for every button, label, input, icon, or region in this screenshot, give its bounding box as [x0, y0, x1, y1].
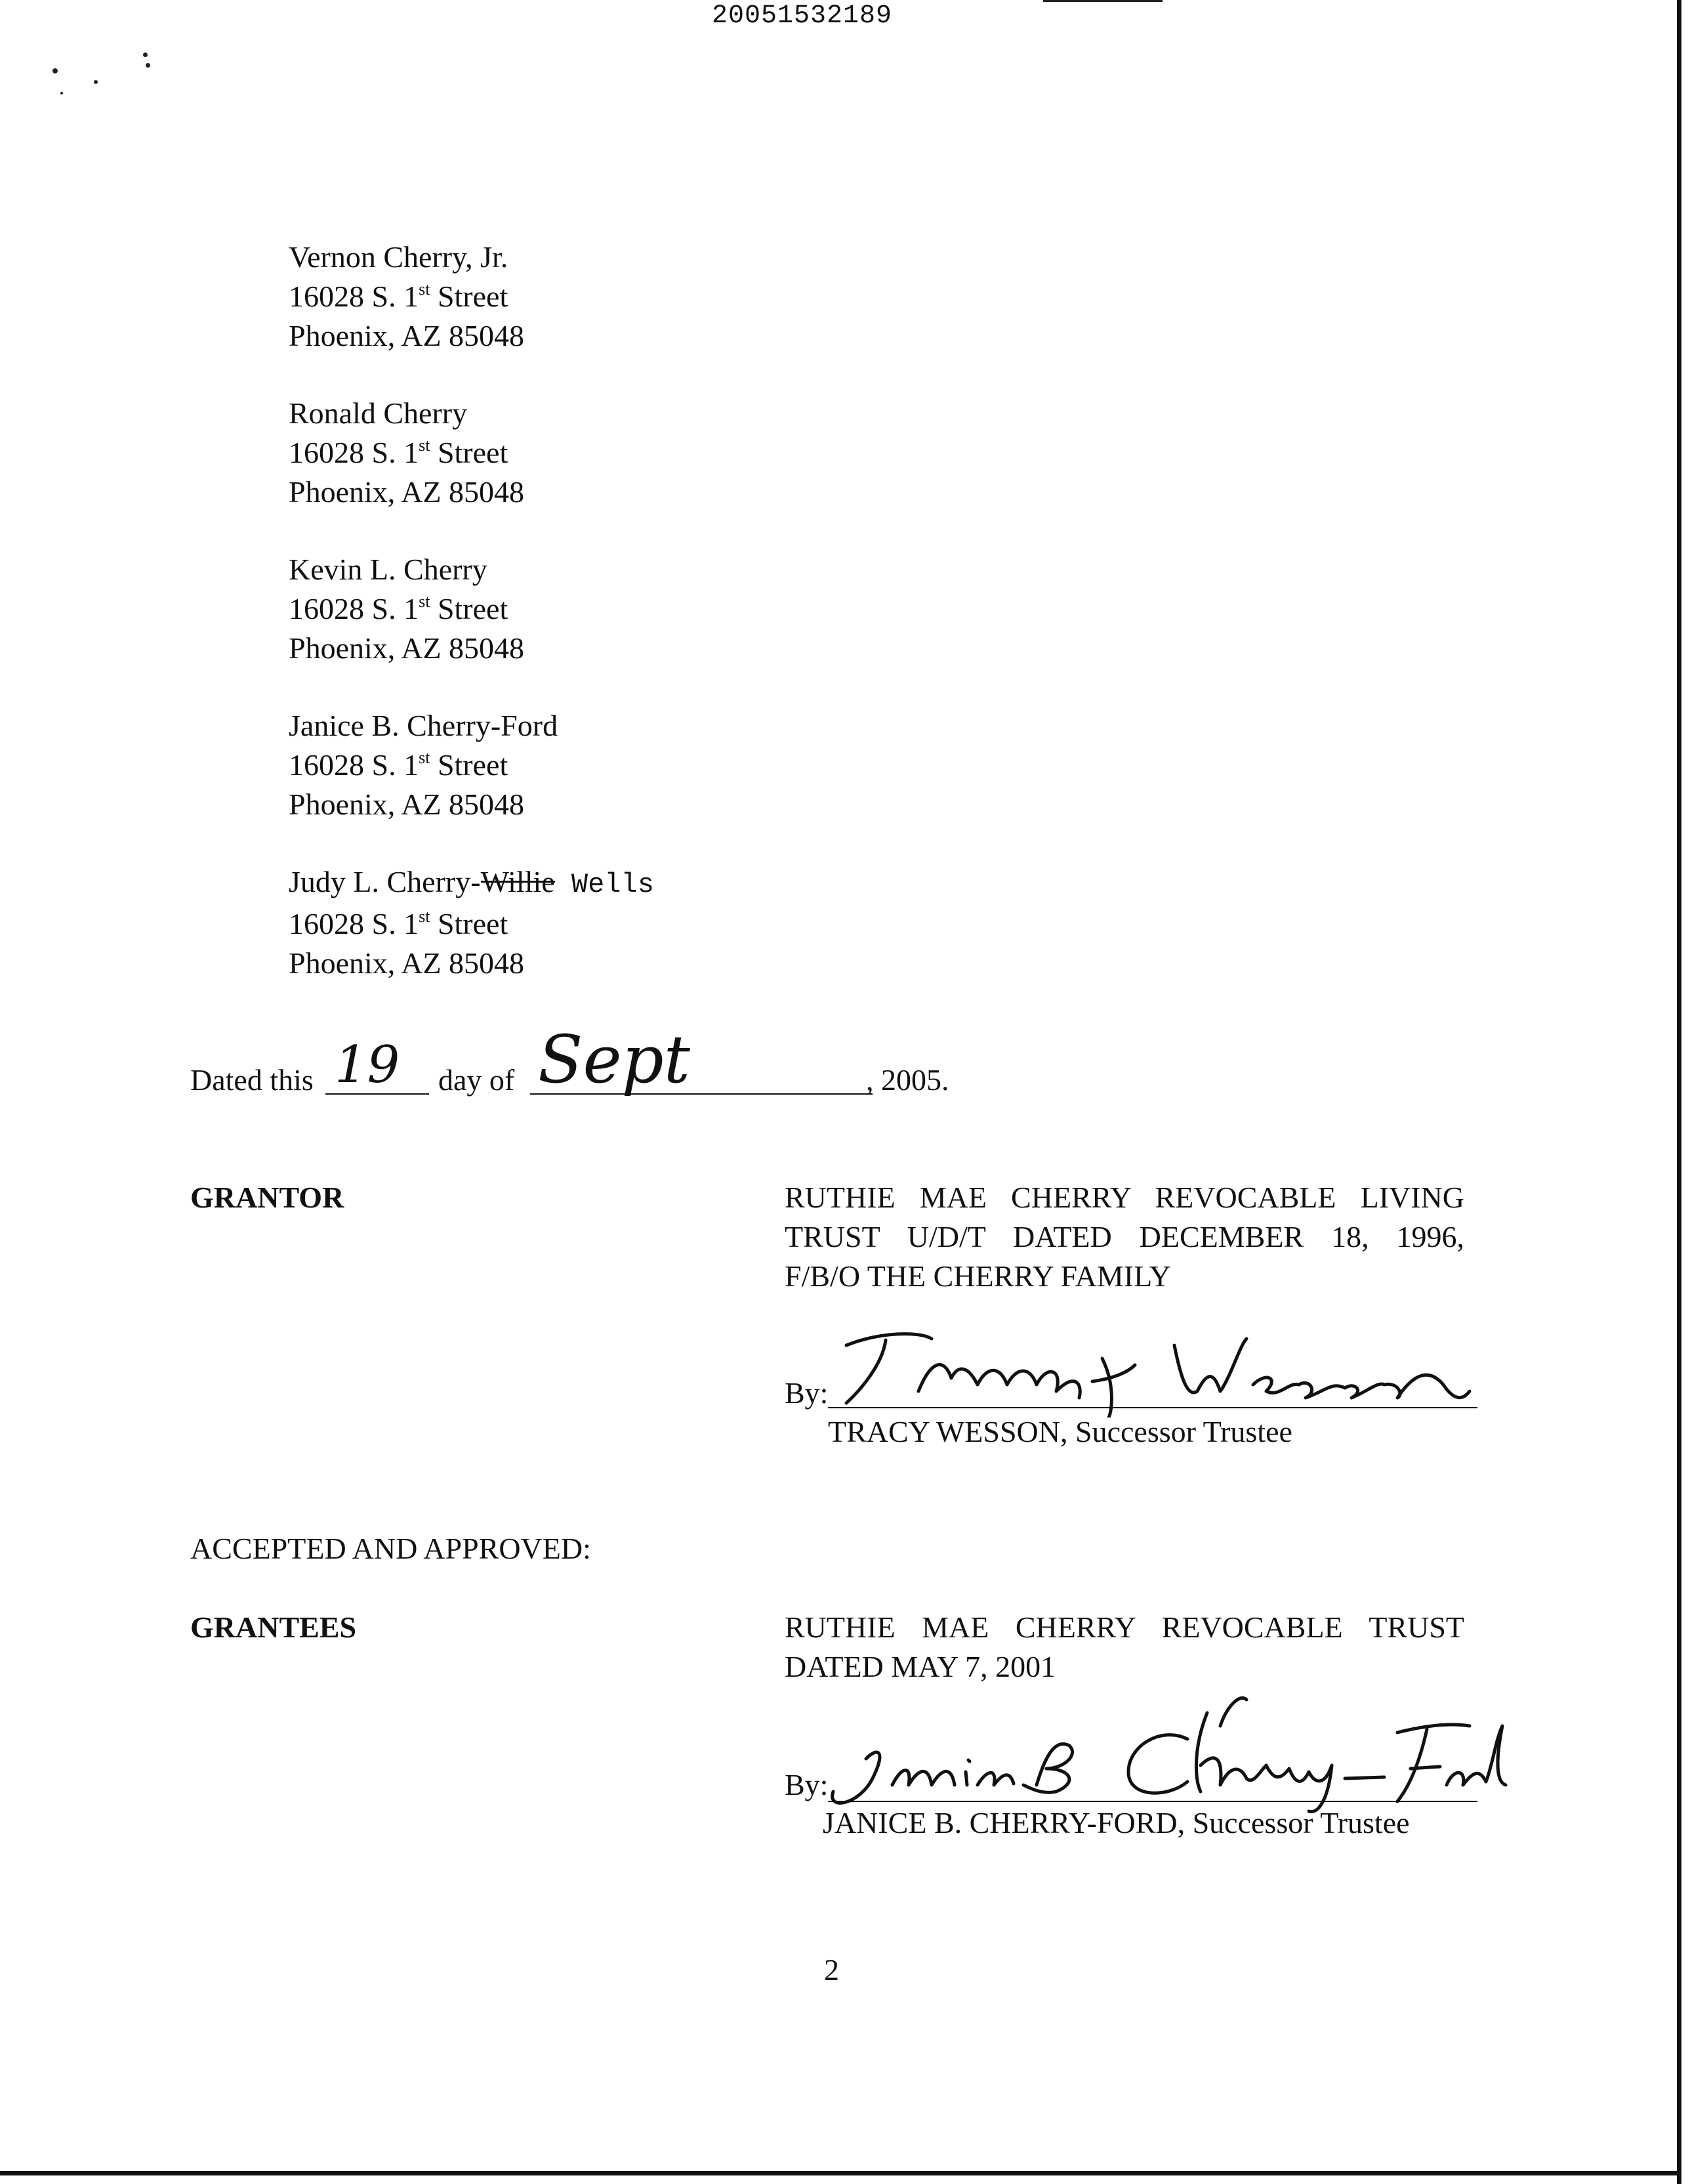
addressee-city: Phoenix, AZ 85048 [289, 788, 525, 821]
grantor-label: GRANTOR [190, 1181, 344, 1214]
addressee-block [289, 394, 524, 512]
addressee-name: Janice B. Cherry-Ford [289, 709, 558, 742]
handwritten-month: Sept [538, 1021, 690, 1098]
scan-speck [143, 52, 148, 57]
addressee-street: 16028 S. 1st Street [289, 907, 508, 940]
page-number: 2 [824, 1953, 839, 1986]
grantor-signer: TRACY WESSON, Successor Trustee [828, 1415, 1292, 1448]
addressee-block [289, 550, 524, 668]
addressee-street: 16028 S. 1st Street [289, 748, 508, 782]
addressee-city: Phoenix, AZ 85048 [289, 475, 525, 509]
document-number: 20051532189 [712, 1, 893, 31]
grantees-by-label: By: [785, 1768, 829, 1801]
grantor-by-label: By: [785, 1376, 829, 1410]
scan-speck [94, 80, 98, 84]
addressee-street: 16028 S. 1st Street [289, 436, 508, 469]
accepted-approved-label: ACCEPTED AND APPROVED: [190, 1532, 591, 1565]
addressee-name: Vernon Cherry, Jr. [289, 240, 508, 274]
addressee-street: 16028 S. 1st Street [289, 592, 508, 625]
addressee-name: Judy L. Cherry-Willie Wells [289, 862, 654, 904]
grantor-signature [820, 1319, 1476, 1418]
struck-name: Willie [481, 862, 555, 902]
scan-speck [146, 63, 150, 68]
addressee-name: Kevin L. Cherry [289, 553, 487, 586]
handwritten-day: 19 [335, 1036, 400, 1095]
addressee-street: 16028 S. 1st Street [289, 280, 508, 313]
page-border-bottom [0, 2171, 1681, 2175]
dated-middle: day of [438, 1063, 515, 1097]
top-rule [1043, 0, 1163, 2]
addressee-city: Phoenix, AZ 85048 [289, 946, 525, 980]
grantor-trust-name: RUTHIE MAE CHERRY REVOCABLE LIVING TRUST U/D/T DATED DECEMBER 18, 1996, F/B/O THE CHERRY FAMILY [785, 1181, 1464, 1293]
addressee-block [289, 862, 654, 983]
addressee-city: Phoenix, AZ 85048 [289, 631, 525, 665]
scan-speck [60, 92, 63, 94]
grantees-label: GRANTEES [190, 1610, 357, 1644]
addressee-city: Phoenix, AZ 85048 [289, 319, 525, 352]
dated-prefix: Dated this [190, 1063, 314, 1097]
page-border-right [1677, 0, 1681, 2184]
grantees-signer: JANICE B. CHERRY-FORD, Successor Trustee [823, 1806, 1410, 1839]
addressee-name: Ronald Cherry [289, 396, 468, 430]
grantees-signature [820, 1687, 1509, 1818]
name-correction: Wells [554, 869, 654, 900]
addressee-block [289, 706, 558, 824]
grantees-trust-name: RUTHIE MAE CHERRY REVOCABLE TRUST DATED MAY 7, 2001 [785, 1610, 1464, 1683]
scan-speck [52, 68, 58, 74]
dated-suffix: , 2005. [866, 1063, 949, 1097]
addressee-block [289, 238, 524, 356]
